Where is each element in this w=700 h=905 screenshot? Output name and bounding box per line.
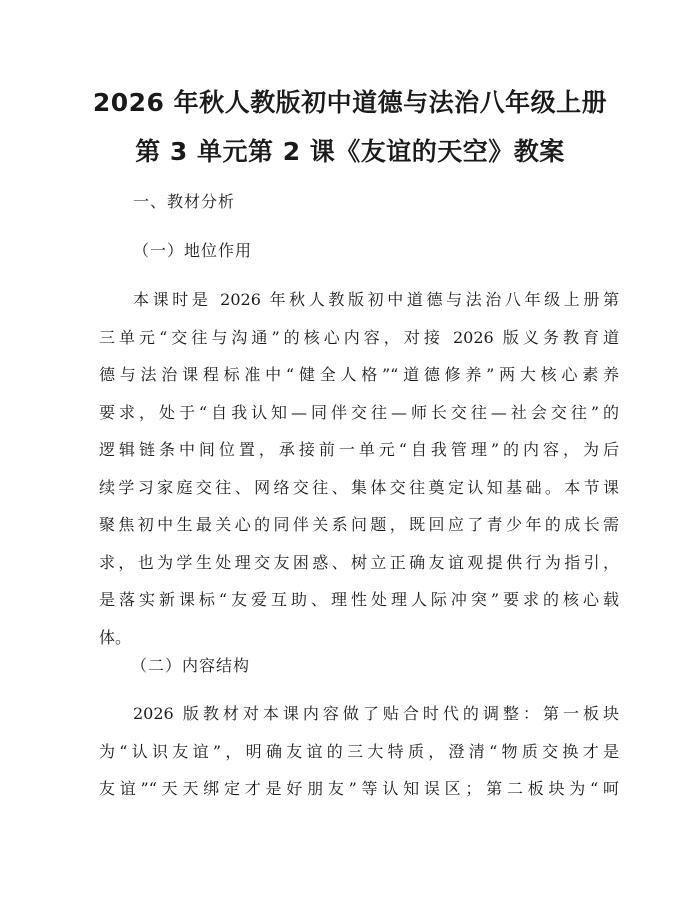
subsection-heading-content-structure: （二）内容结构 — [131, 656, 251, 675]
paragraph-line: 要求，处于“自我认知—同伴交往—师长交往—社会交往”的 — [99, 402, 619, 422]
paragraph-line: 三单元“交往与沟通”的核心内容，对接 2026 版义务教育道 — [99, 327, 619, 347]
paragraph-line: 求，也为学生处理交友困惑、树立正确友谊观提供行为指引， — [99, 552, 619, 572]
paragraph-line: 2026 版教材对本课内容做了贴合时代的调整：第一板块 — [133, 704, 619, 723]
subsection-heading-position: （一）地位作用 — [133, 241, 253, 260]
paragraph-line: 友谊”“天天绑定才是好朋友”等认知误区；第二板块为“呵 — [99, 779, 619, 798]
paragraph-line: 本课时是 2026 年秋人教版初中道德与法治八年级上册第 — [133, 290, 619, 309]
paragraph-line: 聚焦初中生最关心的同伴关系问题，既回应了青少年的成长需 — [99, 515, 619, 534]
paragraph-line: 是落实新课标“友爱互助、理性处理人际冲突”要求的核心载 — [99, 590, 619, 609]
paragraph-line: 逻辑链条中间位置，承接前一单元“自我管理”的内容，为后 — [99, 440, 619, 459]
paragraph-content-structure — [99, 703, 619, 816]
paragraph-position-role — [99, 289, 619, 664]
paragraph-line: 体。 — [99, 627, 132, 647]
section-heading-textbook-analysis: 一、教材分析 — [133, 192, 236, 211]
paragraph-line: 德与法治课程标准中“健全人格”“道德修养”两大核心素养 — [99, 365, 619, 384]
document-title-line-1: 2026 年秋人教版初中道德与法治八年级上册 — [92, 88, 608, 117]
paragraph-line: 为“认识友谊”，明确友谊的三大特质，澄清“物质交换才是 — [99, 741, 619, 761]
paragraph-line: 续学习家庭交往、网络交往、集体交往奠定认知基础。本节课 — [99, 477, 619, 497]
document-title-line-2: 第 3 单元第 2 课《友谊的天空》教案 — [135, 137, 565, 166]
